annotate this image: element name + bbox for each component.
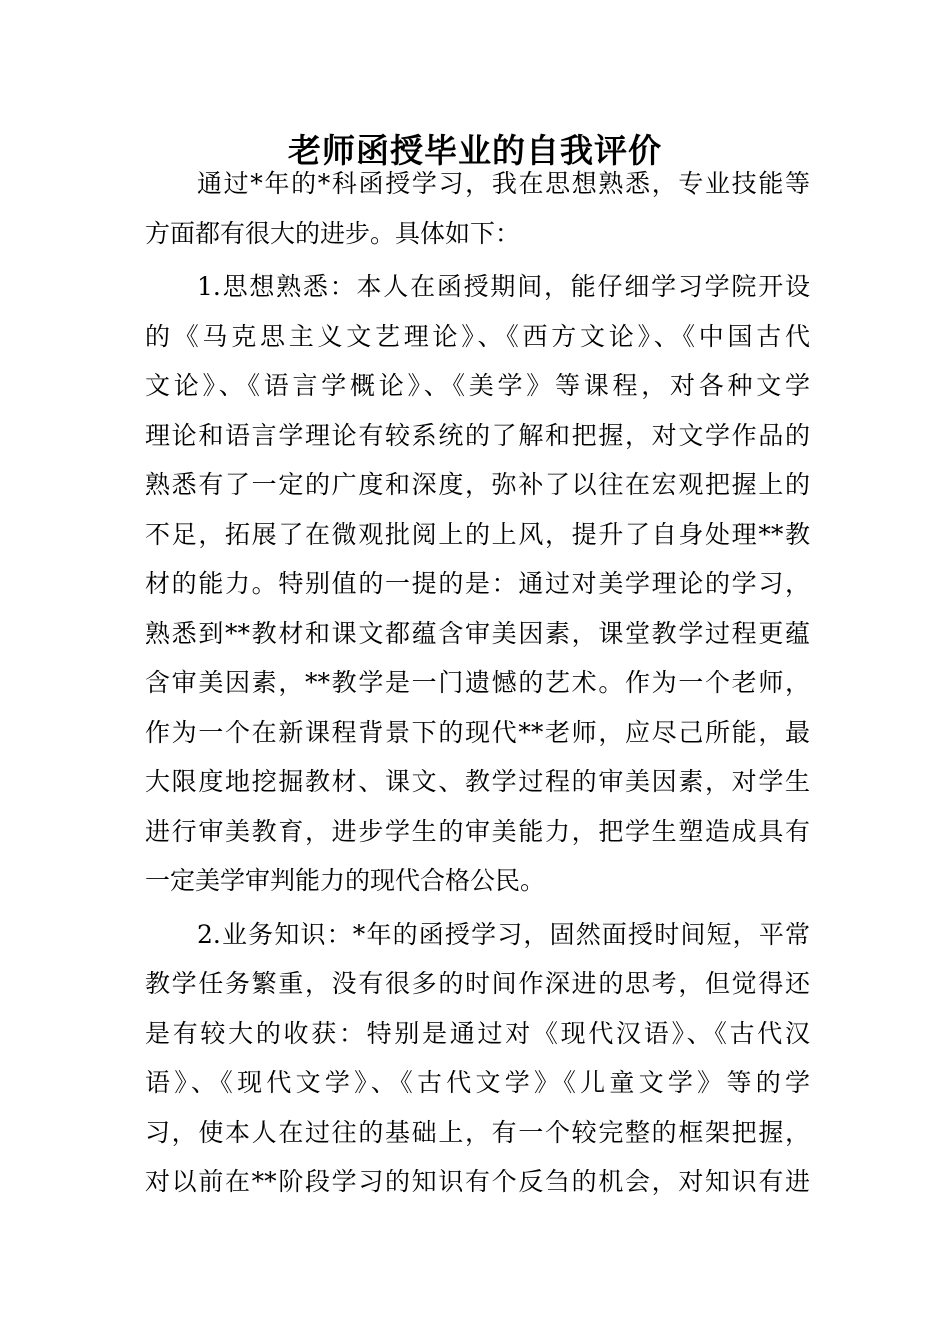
text-line: 通过*年的*科函授学习，我在思想熟悉，专业技能等 [197, 169, 810, 198]
text-line: 文论》、《语言学概论》、《美学》等课程，对各种文学 [145, 371, 810, 400]
document-title: 老师函授毕业的自我评价 [288, 131, 662, 170]
text-line: 熟悉到**教材和课文都蕴含审美因素，课堂教学过程更蕴 [145, 618, 810, 648]
text-line: 作为一个在新课程背景下的现代**老师，应尽己所能，最 [145, 717, 810, 747]
text-line: 含审美因素，**教学是一门遗憾的艺术。作为一个老师， [145, 668, 810, 697]
text-line: 大限度地挖掘教材、课文、教学过程的审美因素，对学生 [145, 767, 810, 796]
text-line: 对以前在**阶段学习的知识有个反刍的机会，对知识有进 [145, 1167, 810, 1196]
text-line: 语》、《现代文学》、《古代文学》《儿童文学》等的学 [145, 1068, 810, 1097]
text-line: 不足，拓展了在微观批阅上的上风，提升了自身处理**教 [145, 519, 810, 549]
text-line: 习，使本人在过往的基础上，有一个较完整的框架把握， [145, 1117, 810, 1147]
text-line: 2.业务知识：*年的函授学习，固然面授时间短，平常 [197, 919, 810, 949]
text-line: 的《马克思主义文艺理论》、《西方文论》、《中国古代 [145, 321, 810, 351]
text-line: 方面都有很大的进步。具体如下： [145, 218, 521, 248]
document-body [145, 159, 810, 1207]
text-line: 理论和语言学理论有较系统的了解和把握，对文学作品的 [145, 420, 810, 450]
text-line: 教学任务繁重，没有很多的时间作深进的思考，但觉得还 [145, 969, 810, 998]
text-line: 一定美学审判能力的现代合格公民。 [145, 866, 546, 895]
text-line: 是有较大的收获：特别是通过对《现代汉语》、《古代汉 [145, 1018, 810, 1048]
text-line: 1.思想熟悉：本人在函授期间，能仔细学习学院开设 [197, 272, 810, 301]
text-line: 进行审美教育，进步学生的审美能力，把学生塑造成具有 [145, 816, 810, 846]
text-line: 熟悉有了一定的广度和深度，弥补了以往在宏观把握上的 [145, 470, 810, 499]
text-line: 材的能力。特别值的一提的是：通过对美学理论的学习， [145, 569, 810, 598]
